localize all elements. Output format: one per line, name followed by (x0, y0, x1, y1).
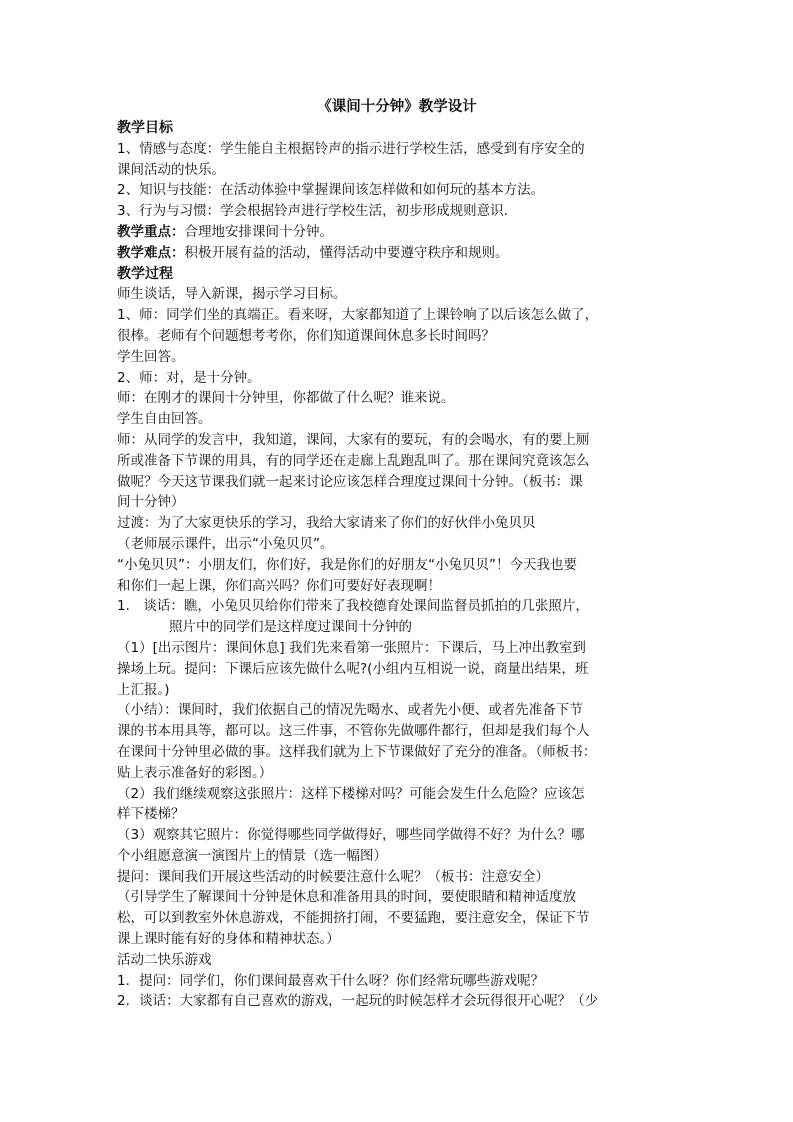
process-line: 做呢？今天这节课我们就一起来讨论应该怎样合理度过课间十分钟。（板书：课 (117, 473, 583, 490)
process-line: （2）我们继续观察这张照片：这样下楼梯对吗？可能会发生什么危险？应该怎 (117, 785, 585, 802)
process-line: 照片中的同学们是这样度过课间十分钟的 (169, 619, 412, 636)
key-point-label: 教学重点： (117, 223, 185, 240)
process-line: 松，可以到教室外休息游戏，不能拥挤打闹，不要猛跑，要注意安全，保证下节 (117, 910, 590, 927)
document-page (117, 96, 677, 1012)
process-line: 和你们一起上课，你们高兴吗？你们可要好好表现啊！ (117, 577, 441, 594)
process-line: （3）观察其它照片：你觉得哪些同学做得好，哪些同学做得不好？为什么？哪 (117, 827, 585, 844)
process-line: 过渡：为了大家更快乐的学习，我给大家请来了你们的好伙伴小兔贝贝 (117, 515, 536, 532)
document-title: 《课间十分钟》教学设计 (317, 99, 477, 115)
process-line: “小兔贝贝”：小朋友们，你们好，我是你们的好朋友“小兔贝贝”！今天我也要 (117, 556, 577, 573)
process-line: 课的书本用具等，都可以。这三件事，不管你先做哪件都行，但却是我们每个人 (117, 723, 590, 740)
process-line: 个小组愿意演一演图片上的情景（选一幅图） (117, 847, 387, 864)
process-line: （引导学生了解课间十分钟是休息和准备用具的时间，要使眼睛和精神适度放 (117, 889, 576, 906)
process-line: 在课间十分钟里必做的事。这样我们就为上下节课做好了充分的准备。（师板书： (117, 743, 597, 760)
process-line: （1）[出示图片：课间休息] 我们先来看第一张照片：下课后，马上冲出教室到 (117, 639, 586, 656)
goal-line: 2、知识与技能：在活动体验中掌握课间该怎样做和如何玩的基本方法。 (117, 182, 545, 199)
difficult-point-label: 教学难点： (117, 244, 185, 261)
process-line: 1、师：同学们坐的真端正。看来呀，大家都知道了上课铃响了以后该怎么做了， (117, 307, 599, 324)
process-line: 师：从同学的发言中，我知道，课间，大家有的要玩，有的会喝水，有的要上厕 (117, 431, 590, 448)
process-line: 活动二快乐游戏 (117, 951, 212, 968)
goal-line: 1、情感与态度：学生能自主根据铃声的指示进行学校生活，感受到有序安全的 (117, 140, 585, 157)
process-line: 2、师：对，是十分钟。 (117, 369, 261, 386)
process-line: 1．提问：同学们，你们课间最喜欢干什么呀？你们经常玩哪些游戏呢？ (117, 972, 545, 989)
process-line: 贴上表示准备好的彩图。） (117, 764, 273, 781)
process-line: 师生谈话，导入新课，揭示学习目标。 (117, 286, 347, 303)
goal-line: 3、行为与习惯：学会根据铃声进行学校生活，初步形成规则意识. (117, 203, 508, 220)
difficult-point-text: 积极开展有益的活动，懂得活动中要遵守秩序和规则。 (184, 244, 509, 261)
process-line: 样下楼梯？ (117, 806, 185, 823)
process-line: 间十分钟） (117, 494, 185, 511)
process-line: 学生回答。 (117, 348, 185, 365)
process-line: 上汇报。) (117, 681, 170, 698)
process-line: 1． 谈话：瞧，小兔贝贝给你们带来了我校德育处课间监督员抓拍的几张照片， (117, 598, 589, 615)
key-point (117, 222, 677, 243)
key-point-text: 合理地安排课间十分钟。 (184, 223, 333, 240)
process-body (117, 284, 677, 1012)
process-line: 2．谈话：大家都有自己喜欢的游戏，一起玩的时候怎样才会玩得很开心呢？（少 (117, 993, 599, 1010)
process-line: （老师展示课件，出示“小兔贝贝”。 (117, 535, 334, 552)
process-line: 提问：课间我们开展这些活动的时候要注意什么呢？（板书：注意安全） (117, 868, 549, 885)
difficult-point (117, 243, 677, 264)
process-line: 很棒。老师有个问题想考考你，你们知道课间休息多长时间吗？ (117, 327, 495, 344)
process-line: 师：在刚才的课间十分钟里，你都做了什么呢？谁来说。 (117, 390, 455, 407)
process-heading: 教学过程 (117, 265, 173, 282)
goal-line: 课间活动的快乐。 (117, 161, 225, 178)
process-line: 操场上玩。提问：下课后应该先做什么呢?(小组内互相说一说，商量出结果，班 (117, 660, 589, 677)
process-line: 所或准备下节课的用具，有的同学还在走廊上乱跑乱叫了。那在课间究竟该怎么 (117, 452, 590, 469)
process-line: （小结）：课间时，我们依据自己的情况先喝水、或者先小便、或者先准备下节 (117, 702, 583, 719)
goals-heading: 教学目标 (117, 120, 173, 136)
process-line: 课上课时能有好的身体和精神状态。） (117, 931, 340, 948)
process-line: 学生自由回答。 (117, 411, 212, 428)
